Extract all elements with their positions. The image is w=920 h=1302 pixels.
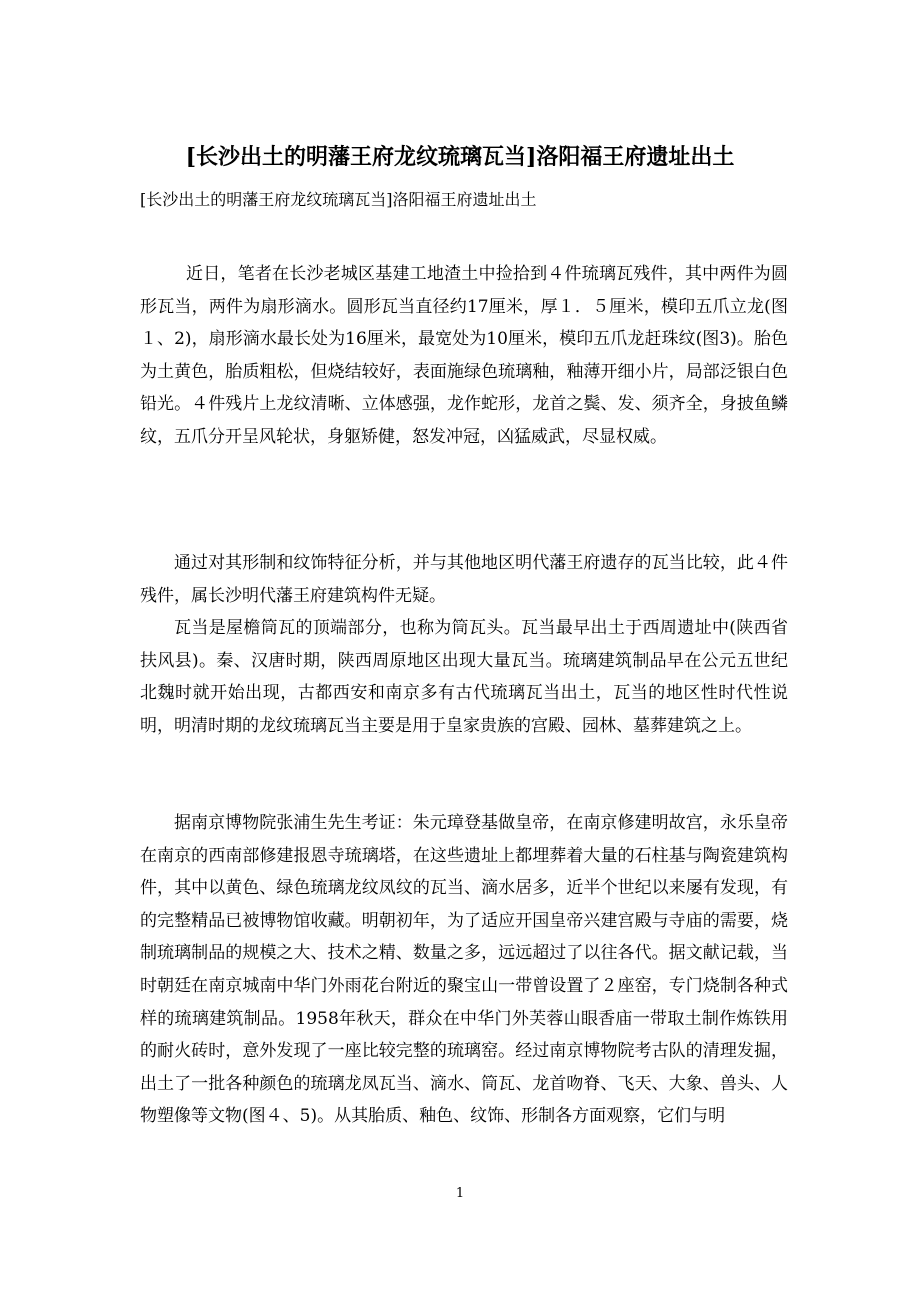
paragraph-2: 通过对其形制和纹饰特征分析，并与其他地区明代藩王府遗存的瓦当比较，此４件残件，属长沙明代藩王府建筑构件无疑。 <box>140 553 788 606</box>
paragraph-3: 瓦当是屋檐筒瓦的顶端部分，也称为筒瓦头。瓦当最早出土于西周遗址中(陕西省扶风县)。秦、汉唐时期，陕西周原地区出现大量瓦当。琉璃建筑制品早在公元五世纪北魏时就开始出现，古都西安和南京多有古代琉璃瓦当出土，瓦当的地区性时代性说明，明清时期的龙纹琉璃瓦当主要是用于皇家贵族的宫殿、园林、墓葬建筑之上。 <box>140 618 788 736</box>
paragraph-4: 据南京博物院张浦生先生考证：朱元璋登基做皇帝，在南京修建明故宫，永乐皇帝在南京的西南部修建报恩寺琉璃塔，在这些遗址上都埋葬着大量的石柱基与陶瓷建筑构件，其中以黄色、绿色琉璃龙纹凤纹的瓦当、滴水居多，近半个世纪以来屡有发现，有的完整精品已被博物馆收藏。明朝初年，为了适应开国皇帝兴建宫殿与寺庙的需要，烧制琉璃制品的规模之大、技术之精、数量之多，远远超过了以往各代。据文献记载，当时朝廷在南京城南中华门外雨花台附近的聚宝山一带曾设置了２座窑，专门烧制各种式样的琉璃建筑制品。1958年秋天，群众在中华门外芙蓉山眼香庙一带取土制作炼铁用的耐火砖时，意外发现了一座比较完整的琉璃窑。经过南京博物院考古队的清理发掘，出土了一批各种颜色的琉璃龙凤瓦当、滴水、筒瓦、龙首吻脊、飞天、大象、兽头、人物塑像等文物(图４、5)。从其胎质、釉色、纹饰、形制各方面观察，它们与明 <box>140 813 788 1127</box>
paragraph-1: 近日，笔者在长沙老城区基建工地渣土中捡拾到４件琉璃瓦残件，其中两件为圆形瓦当，两件为扇形滴水。圆形瓦当直径约17厘米，厚１．５厘米，模印五爪立龙(图１、2)，扇形滴水最长处为16厘米，最宽处为10厘米，模印五爪龙赶珠纹(图3)。胎色为土黄色，胎质粗松，但烧结较好，表面施绿色琉璃釉，釉薄开细小片，局部泛银白色铅光。４件残片上龙纹清晰、立体感强，龙作蛇形，龙首之鬓、发、须齐全，身披鱼鳞纹，五爪分开呈风轮状，身躯矫健，怒发冲冠，凶猛威武，尽显权威。 <box>140 264 788 447</box>
document-subtitle: [长沙出土的明藩王府龙纹琉璃瓦当]洛阳福王府遗址出土 <box>140 190 537 209</box>
document-title: [长沙出土的明藩王府龙纹琉璃瓦当]洛阳福王府遗址出土 <box>185 144 735 170</box>
page-number: 1 <box>455 1186 465 1201</box>
